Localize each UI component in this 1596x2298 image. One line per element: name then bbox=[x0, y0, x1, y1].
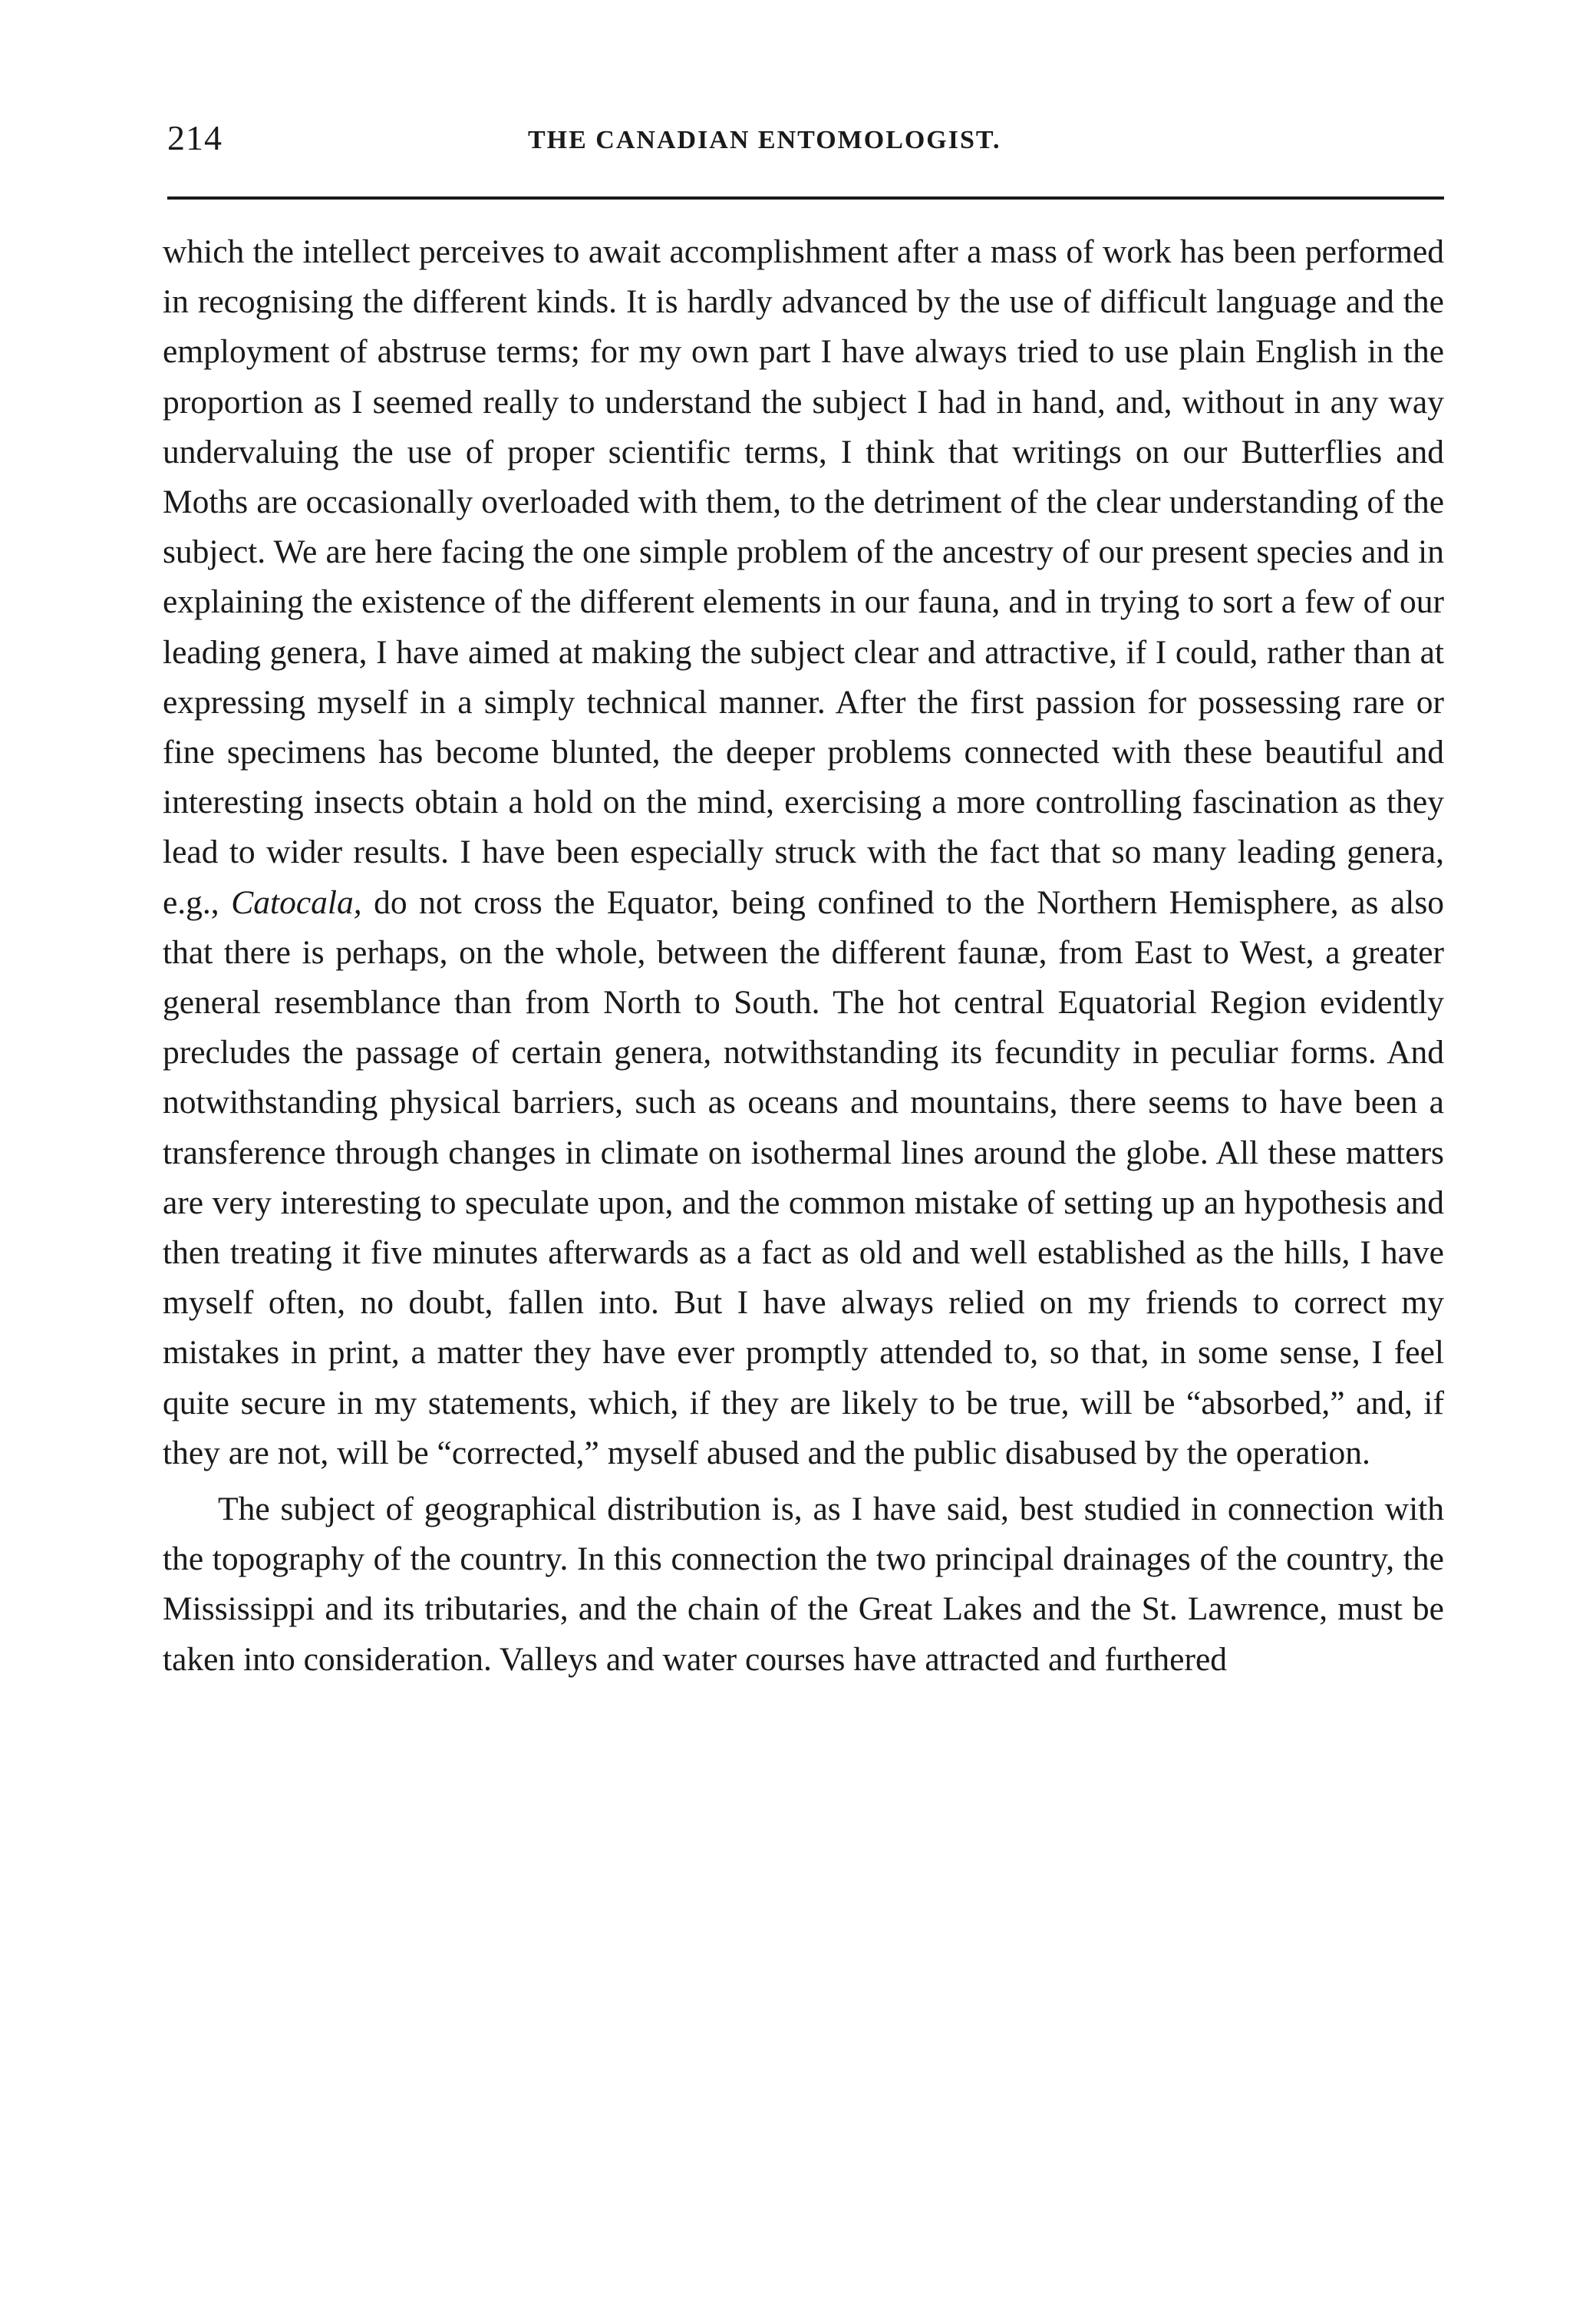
journal-title: THE CANADIAN ENTOMOLOGIST. bbox=[528, 126, 1001, 154]
genus-name-catocala: Catocala, bbox=[231, 883, 362, 921]
paragraph-2: The subject of geographical distribution is, as I have said, best studied in connection with the topography of the country. In this connection the two principal drainages of the country, the Mississippi and its tributaries, and the chain of the Great Lakes and the St. Lawrence, must be taken into consideration. Valleys and water courses have attracted and furthered bbox=[163, 1491, 1444, 1678]
page-number: 214 bbox=[167, 118, 223, 157]
paragraph-1-text-b: do not cross the Equator, being confined to the Northern Hemisphere, as also that there is perhaps, on the whole, between the different faunæ, from East to West, a greater general resemblance than from North to South. The hot central Equatorial Region evidently precludes the passage of certain genera, notwithstanding its fecundity in peculiar forms. And notwithstanding physical barriers, such as oceans and mountains, there seems to have been a transference through changes in climate on isothermal lines around the globe. All these matters are very interesting to speculate upon, and the common mistake of setting up an hypothesis and then treating it five minutes afterwards as a fact as old and well established as the hills, I have myself often, no doubt, fallen into. But I have always relied on my friends to correct my mistakes in print, a matter they have ever promptly attended to, so that, in some sense, I feel quite secure in my statements, which, if they are likely to be true, will be “absorbed,” and, if they are not, will be “corrected,” myself abused and the public disabused by the operation. bbox=[163, 883, 1445, 1471]
paragraph-1 bbox=[163, 227, 1444, 1478]
body-text bbox=[163, 227, 1444, 1685]
header-rule bbox=[167, 196, 1444, 200]
paragraph-1-text-a: which the intellect perceives to await accomplishment after a mass of work has been performed in recognising the different kinds. It is hardly advanced by the use of difficult language and the employment of abstruse terms; for my own part I have always tried to use plain English in the proportion as I seemed really to understand the subject I had in hand, and, without in any way undervaluing the use of proper scientific terms, I think that writings on our Butterflies and Moths are occasionally overloaded with them, to the detriment of the clear understanding of the subject. We are here facing the one simple problem of the ancestry of our present species and in explaining the existence of the different elements in our fauna, and in trying to sort a few of our leading genera, I have aimed at making the subject clear and attractive, if I could, rather than at expressing myself in a simply technical manner. After the first passion for possessing rare or fine specimens has become blunted, the deeper problems connected with these beautiful and interesting insects obtain a hold on the mind, exercising a more controlling fascination as they lead to wider results. I have been especially struck with the fact that so many leading genera, e.g., bbox=[163, 233, 1444, 921]
running-head bbox=[167, 115, 1444, 169]
